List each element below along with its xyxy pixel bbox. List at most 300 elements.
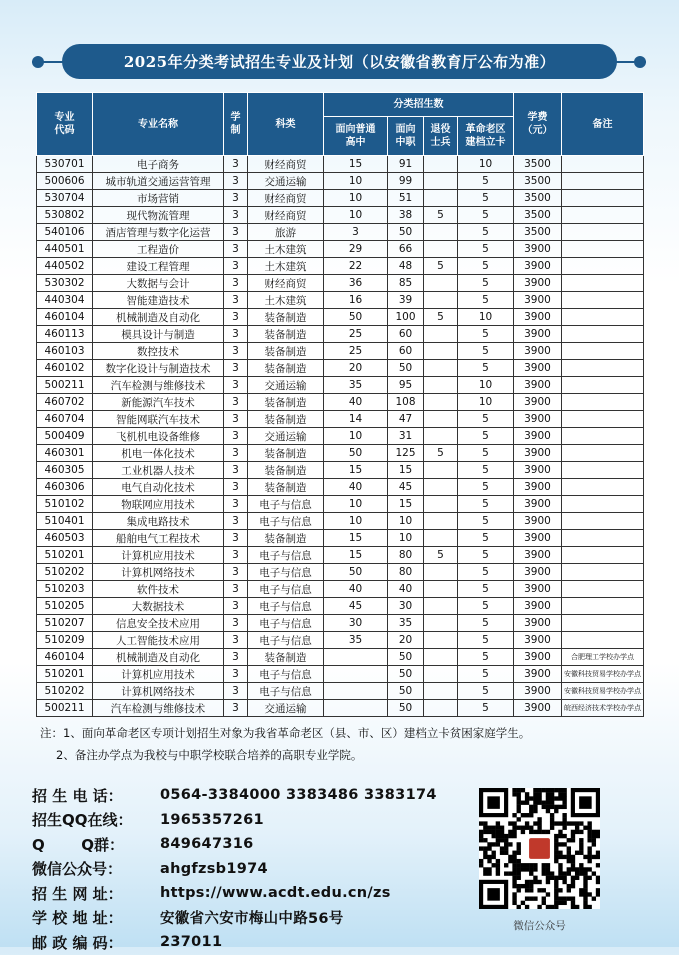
- cell-vocational: 91: [388, 156, 424, 173]
- contact-value[interactable]: https://www.acdt.edu.cn/zs: [160, 885, 391, 902]
- cell-code: 460104: [37, 649, 93, 666]
- cell-years: 3: [224, 309, 248, 326]
- cell-general-high-school: 10: [324, 190, 388, 207]
- cell-fee: 3900: [514, 547, 562, 564]
- cell-old-revolutionary-area: 5: [458, 513, 514, 530]
- contact-row: [32, 783, 437, 808]
- cell-note: [562, 564, 644, 581]
- cell-vocational: 48: [388, 258, 424, 275]
- cell-category: 财经商贸: [248, 275, 324, 292]
- table-row: [37, 411, 644, 428]
- cell-note: [562, 258, 644, 275]
- cell-name: 现代物流管理: [93, 207, 224, 224]
- cell-category: 财经商贸: [248, 156, 324, 173]
- table-row: [37, 598, 644, 615]
- table-row: [37, 241, 644, 258]
- cell-general-high-school: 50: [324, 564, 388, 581]
- cell-years: 3: [224, 394, 248, 411]
- cell-fee: 3900: [514, 496, 562, 513]
- cell-years: 3: [224, 173, 248, 190]
- cell-vocational: 50: [388, 649, 424, 666]
- cell-old-revolutionary-area: 5: [458, 445, 514, 462]
- cell-note: [562, 428, 644, 445]
- cell-name: 数控技术: [93, 343, 224, 360]
- page-title: 2025年分类考试招生专业及计划（以安徽省教育厅公布为准）: [62, 44, 617, 79]
- cell-name: 船舶电气工程技术: [93, 530, 224, 547]
- cell-general-high-school: 3: [324, 224, 388, 241]
- cell-fee: 3900: [514, 462, 562, 479]
- cell-category: 交通运输: [248, 173, 324, 190]
- cell-veterans: [424, 190, 458, 207]
- cell-code: 510401: [37, 513, 93, 530]
- cell-category: 交通运输: [248, 700, 324, 717]
- cell-note: [562, 530, 644, 547]
- contact-label: 招生QQ在线：: [32, 811, 133, 830]
- cell-fee: 3900: [514, 479, 562, 496]
- cell-name: 建设工程管理: [93, 258, 224, 275]
- cell-vocational: 125: [388, 445, 424, 462]
- table-row: [37, 496, 644, 513]
- cell-category: 电子与信息: [248, 564, 324, 581]
- cell-code: 460702: [37, 394, 93, 411]
- cell-veterans: 5: [424, 309, 458, 326]
- cell-category: 电子与信息: [248, 632, 324, 649]
- cell-fee: 3500: [514, 190, 562, 207]
- cell-veterans: [424, 700, 458, 717]
- cell-veterans: [424, 479, 458, 496]
- header-note: 备注: [562, 93, 644, 156]
- cell-category: 电子与信息: [248, 547, 324, 564]
- cell-code: 440502: [37, 258, 93, 275]
- cell-old-revolutionary-area: 5: [458, 564, 514, 581]
- cell-category: 财经商贸: [248, 190, 324, 207]
- cell-old-revolutionary-area: 5: [458, 496, 514, 513]
- cell-category: 装备制造: [248, 343, 324, 360]
- cell-code: 440501: [37, 241, 93, 258]
- cell-vocational: 51: [388, 190, 424, 207]
- cell-fee: 3900: [514, 309, 562, 326]
- cell-veterans: [424, 632, 458, 649]
- cell-fee: 3900: [514, 411, 562, 428]
- cell-note: [562, 207, 644, 224]
- cell-vocational: 10: [388, 513, 424, 530]
- cell-general-high-school: 15: [324, 530, 388, 547]
- cell-note: [562, 547, 644, 564]
- cell-name: 城市轨道交通运营管理: [93, 173, 224, 190]
- cell-vocational: 80: [388, 547, 424, 564]
- cell-code: 500211: [37, 377, 93, 394]
- cell-name: 大数据技术: [93, 598, 224, 615]
- header-veterans: 退役 士兵: [424, 117, 458, 156]
- cell-veterans: [424, 649, 458, 666]
- cell-fee: 3900: [514, 377, 562, 394]
- table-row: [37, 258, 644, 275]
- cell-category: 装备制造: [248, 394, 324, 411]
- cell-note: [562, 632, 644, 649]
- cell-code: 530802: [37, 207, 93, 224]
- cell-vocational: 15: [388, 496, 424, 513]
- cell-name: 工程造价: [93, 241, 224, 258]
- cell-old-revolutionary-area: 5: [458, 411, 514, 428]
- cell-note: 合肥理工学校办学点: [562, 649, 644, 666]
- cell-note: [562, 156, 644, 173]
- cell-name: 人工智能技术应用: [93, 632, 224, 649]
- cell-note: [562, 479, 644, 496]
- cell-name: 电气自动化技术: [93, 479, 224, 496]
- cell-old-revolutionary-area: 10: [458, 394, 514, 411]
- cell-fee: 3900: [514, 700, 562, 717]
- contact-row: [32, 808, 437, 833]
- cell-code: 500606: [37, 173, 93, 190]
- cell-code: 500409: [37, 428, 93, 445]
- cell-vocational: 50: [388, 224, 424, 241]
- cell-years: 3: [224, 411, 248, 428]
- contact-label: 邮 政 编 码：: [32, 933, 123, 952]
- header-fee: 学费 （元）: [514, 93, 562, 156]
- cell-note: [562, 190, 644, 207]
- table-row: [37, 615, 644, 632]
- table-row: [37, 683, 644, 700]
- cell-years: 3: [224, 632, 248, 649]
- cell-veterans: 5: [424, 258, 458, 275]
- contact-value: 237011: [160, 934, 223, 951]
- contact-row: [32, 857, 437, 882]
- cell-note: [562, 581, 644, 598]
- cell-note: [562, 343, 644, 360]
- cell-old-revolutionary-area: 10: [458, 377, 514, 394]
- cell-name: 新能源汽车技术: [93, 394, 224, 411]
- cell-general-high-school: 20: [324, 360, 388, 377]
- cell-name: 酒店管理与数字化运营: [93, 224, 224, 241]
- cell-name: 汽车检测与维修技术: [93, 377, 224, 394]
- cell-category: 交通运输: [248, 377, 324, 394]
- cell-vocational: 50: [388, 360, 424, 377]
- banner-dot-left: [32, 56, 44, 68]
- table-row: [37, 666, 644, 683]
- cell-general-high-school: 35: [324, 632, 388, 649]
- cell-years: 3: [224, 445, 248, 462]
- contact-value: 849647316: [160, 836, 254, 853]
- table-row: [37, 479, 644, 496]
- cell-veterans: 5: [424, 445, 458, 462]
- cell-fee: 3900: [514, 530, 562, 547]
- cell-fee: 3900: [514, 275, 562, 292]
- contact-row: [32, 881, 437, 906]
- cell-category: 旅游: [248, 224, 324, 241]
- cell-name: 大数据与会计: [93, 275, 224, 292]
- cell-years: 3: [224, 649, 248, 666]
- cell-years: 3: [224, 377, 248, 394]
- cell-veterans: [424, 343, 458, 360]
- cell-name: 计算机网络技术: [93, 564, 224, 581]
- cell-veterans: [424, 598, 458, 615]
- cell-code: 510202: [37, 683, 93, 700]
- cell-general-high-school: 50: [324, 309, 388, 326]
- table-row: [37, 292, 644, 309]
- cell-years: 3: [224, 224, 248, 241]
- table-row: [37, 632, 644, 649]
- cell-category: 土木建筑: [248, 292, 324, 309]
- cell-years: 3: [224, 479, 248, 496]
- cell-old-revolutionary-area: 5: [458, 292, 514, 309]
- cell-years: 3: [224, 241, 248, 258]
- contact-value: ahgfzsb1974: [160, 860, 268, 877]
- cell-note: [562, 292, 644, 309]
- cell-years: 3: [224, 292, 248, 309]
- enrollment-table-wrap: [36, 92, 643, 717]
- cell-code: 460103: [37, 343, 93, 360]
- cell-years: 3: [224, 343, 248, 360]
- cell-name: 机械制造及自动化: [93, 309, 224, 326]
- cell-code: 510209: [37, 632, 93, 649]
- cell-vocational: 30: [388, 598, 424, 615]
- cell-years: 3: [224, 326, 248, 343]
- cell-category: 电子与信息: [248, 598, 324, 615]
- cell-veterans: [424, 377, 458, 394]
- header-code: 专业 代码: [37, 93, 93, 156]
- table-row: [37, 394, 644, 411]
- table-row: [37, 173, 644, 190]
- cell-category: 土木建筑: [248, 241, 324, 258]
- table-row: [37, 309, 644, 326]
- cell-vocational: 40: [388, 581, 424, 598]
- enrollment-table: [36, 92, 644, 717]
- cell-category: 装备制造: [248, 462, 324, 479]
- cell-general-high-school: 40: [324, 479, 388, 496]
- cell-old-revolutionary-area: 5: [458, 479, 514, 496]
- cell-name: 飞机机电设备维修: [93, 428, 224, 445]
- cell-vocational: 50: [388, 666, 424, 683]
- contact-label: 招 生 网 址：: [32, 884, 123, 903]
- cell-vocational: 47: [388, 411, 424, 428]
- cell-category: 财经商贸: [248, 207, 324, 224]
- cell-code: 460104: [37, 309, 93, 326]
- contact-row: [32, 930, 437, 955]
- cell-note: 安徽科技贸易学校办学点: [562, 683, 644, 700]
- cell-vocational: 45: [388, 479, 424, 496]
- header-name: 专业名称: [93, 93, 224, 156]
- cell-fee: 3900: [514, 394, 562, 411]
- cell-name: 智能网联汽车技术: [93, 411, 224, 428]
- cell-years: 3: [224, 581, 248, 598]
- cell-veterans: [424, 530, 458, 547]
- cell-note: [562, 377, 644, 394]
- cell-note: [562, 394, 644, 411]
- cell-old-revolutionary-area: 5: [458, 598, 514, 615]
- table-row: [37, 547, 644, 564]
- table-row: [37, 224, 644, 241]
- cell-years: 3: [224, 547, 248, 564]
- table-row: [37, 190, 644, 207]
- contact-label: 微信公众号：: [32, 860, 123, 879]
- contact-row: [32, 906, 437, 931]
- cell-note: [562, 326, 644, 343]
- cell-veterans: [424, 173, 458, 190]
- table-row: [37, 275, 644, 292]
- cell-name: 计算机网络技术: [93, 683, 224, 700]
- table-row: [37, 649, 644, 666]
- cell-code: 510205: [37, 598, 93, 615]
- header-vocational: 面向 中职: [388, 117, 424, 156]
- cell-name: 信息安全技术应用: [93, 615, 224, 632]
- cell-veterans: [424, 428, 458, 445]
- cell-fee: 3900: [514, 615, 562, 632]
- cell-name: 智能建造技术: [93, 292, 224, 309]
- cell-veterans: [424, 683, 458, 700]
- cell-code: 460305: [37, 462, 93, 479]
- cell-fee: 3900: [514, 428, 562, 445]
- cell-old-revolutionary-area: 5: [458, 224, 514, 241]
- cell-general-high-school: 35: [324, 377, 388, 394]
- cell-general-high-school: 40: [324, 394, 388, 411]
- cell-old-revolutionary-area: 5: [458, 530, 514, 547]
- cell-old-revolutionary-area: 5: [458, 207, 514, 224]
- cell-veterans: [424, 156, 458, 173]
- cell-vocational: 15: [388, 462, 424, 479]
- cell-general-high-school: 25: [324, 343, 388, 360]
- cell-old-revolutionary-area: 5: [458, 360, 514, 377]
- table-row: [37, 360, 644, 377]
- cell-veterans: [424, 224, 458, 241]
- cell-general-high-school: [324, 700, 388, 717]
- cell-category: 装备制造: [248, 309, 324, 326]
- cell-fee: 3900: [514, 343, 562, 360]
- table-row: [37, 581, 644, 598]
- cell-code: 510102: [37, 496, 93, 513]
- cell-code: 500211: [37, 700, 93, 717]
- cell-vocational: 31: [388, 428, 424, 445]
- cell-name: 软件技术: [93, 581, 224, 598]
- cell-veterans: 5: [424, 547, 458, 564]
- cell-general-high-school: 29: [324, 241, 388, 258]
- cell-years: 3: [224, 598, 248, 615]
- cell-fee: 3900: [514, 649, 562, 666]
- cell-category: 交通运输: [248, 428, 324, 445]
- cell-old-revolutionary-area: 5: [458, 649, 514, 666]
- cell-name: 模具设计与制造: [93, 326, 224, 343]
- cell-veterans: [424, 326, 458, 343]
- cell-note: [562, 173, 644, 190]
- cell-veterans: [424, 292, 458, 309]
- cell-note: 皖西经济技术学校办学点: [562, 700, 644, 717]
- contact-row: [32, 832, 437, 857]
- contact-label: 招 生 电 话：: [32, 786, 123, 805]
- cell-note: [562, 445, 644, 462]
- cell-category: 装备制造: [248, 530, 324, 547]
- cell-veterans: [424, 462, 458, 479]
- cell-years: 3: [224, 700, 248, 717]
- cell-old-revolutionary-area: 5: [458, 581, 514, 598]
- cell-vocational: 66: [388, 241, 424, 258]
- cell-category: 土木建筑: [248, 258, 324, 275]
- cell-category: 装备制造: [248, 411, 324, 428]
- cell-fee: 3900: [514, 326, 562, 343]
- cell-vocational: 60: [388, 343, 424, 360]
- cell-old-revolutionary-area: 5: [458, 683, 514, 700]
- cell-veterans: [424, 360, 458, 377]
- table-row: [37, 530, 644, 547]
- cell-fee: 3900: [514, 258, 562, 275]
- cell-veterans: [424, 513, 458, 530]
- cell-vocational: 85: [388, 275, 424, 292]
- table-row: [37, 156, 644, 173]
- cell-name: 数字化设计与制造技术: [93, 360, 224, 377]
- table-row: [37, 343, 644, 360]
- cell-name: 计算机应用技术: [93, 547, 224, 564]
- cell-vocational: 10: [388, 530, 424, 547]
- cell-category: 装备制造: [248, 360, 324, 377]
- cell-note: [562, 496, 644, 513]
- cell-vocational: 99: [388, 173, 424, 190]
- cell-general-high-school: 10: [324, 513, 388, 530]
- cell-years: 3: [224, 513, 248, 530]
- note-1: 注：1、面向革命老区专项计划招生对象为我省革命老区（县、市、区）建档立卡贫困家庭学生。: [40, 726, 531, 740]
- header-general-high-school: 面向普通 高中: [324, 117, 388, 156]
- table-row: [37, 564, 644, 581]
- cell-note: [562, 275, 644, 292]
- cell-general-high-school: 50: [324, 445, 388, 462]
- cell-old-revolutionary-area: 5: [458, 173, 514, 190]
- cell-fee: 3900: [514, 683, 562, 700]
- cell-code: 510207: [37, 615, 93, 632]
- cell-category: 电子与信息: [248, 513, 324, 530]
- cell-code: 460306: [37, 479, 93, 496]
- table-row: [37, 428, 644, 445]
- cell-code: 510201: [37, 547, 93, 564]
- cell-vocational: 60: [388, 326, 424, 343]
- table-row: [37, 207, 644, 224]
- cell-category: 装备制造: [248, 445, 324, 462]
- cell-note: [562, 462, 644, 479]
- cell-years: 3: [224, 683, 248, 700]
- cell-note: 安徽科技贸易学校办学点: [562, 666, 644, 683]
- cell-vocational: 39: [388, 292, 424, 309]
- cell-code: 530302: [37, 275, 93, 292]
- cell-category: 装备制造: [248, 326, 324, 343]
- header-years: 学 制: [224, 93, 248, 156]
- cell-general-high-school: 22: [324, 258, 388, 275]
- cell-name: 机电一体化技术: [93, 445, 224, 462]
- cell-fee: 3500: [514, 156, 562, 173]
- cell-old-revolutionary-area: 5: [458, 241, 514, 258]
- cell-veterans: [424, 666, 458, 683]
- cell-veterans: [424, 564, 458, 581]
- cell-general-high-school: [324, 649, 388, 666]
- cell-general-high-school: [324, 666, 388, 683]
- cell-code: 510203: [37, 581, 93, 598]
- cell-old-revolutionary-area: 5: [458, 700, 514, 717]
- cell-code: 460704: [37, 411, 93, 428]
- cell-general-high-school: 40: [324, 581, 388, 598]
- cell-old-revolutionary-area: 5: [458, 275, 514, 292]
- cell-old-revolutionary-area: 5: [458, 326, 514, 343]
- cell-general-high-school: 45: [324, 598, 388, 615]
- header-old-revolutionary-area: 革命老区 建档立卡: [458, 117, 514, 156]
- cell-old-revolutionary-area: 10: [458, 156, 514, 173]
- cell-veterans: [424, 394, 458, 411]
- cell-code: 510202: [37, 564, 93, 581]
- cell-general-high-school: 36: [324, 275, 388, 292]
- cell-fee: 3900: [514, 292, 562, 309]
- cell-general-high-school: 30: [324, 615, 388, 632]
- cell-note: [562, 309, 644, 326]
- notes: [40, 722, 530, 766]
- cell-name: 汽车检测与维修技术: [93, 700, 224, 717]
- cell-general-high-school: 15: [324, 547, 388, 564]
- cell-code: 530704: [37, 190, 93, 207]
- cell-name: 集成电路技术: [93, 513, 224, 530]
- cell-vocational: 95: [388, 377, 424, 394]
